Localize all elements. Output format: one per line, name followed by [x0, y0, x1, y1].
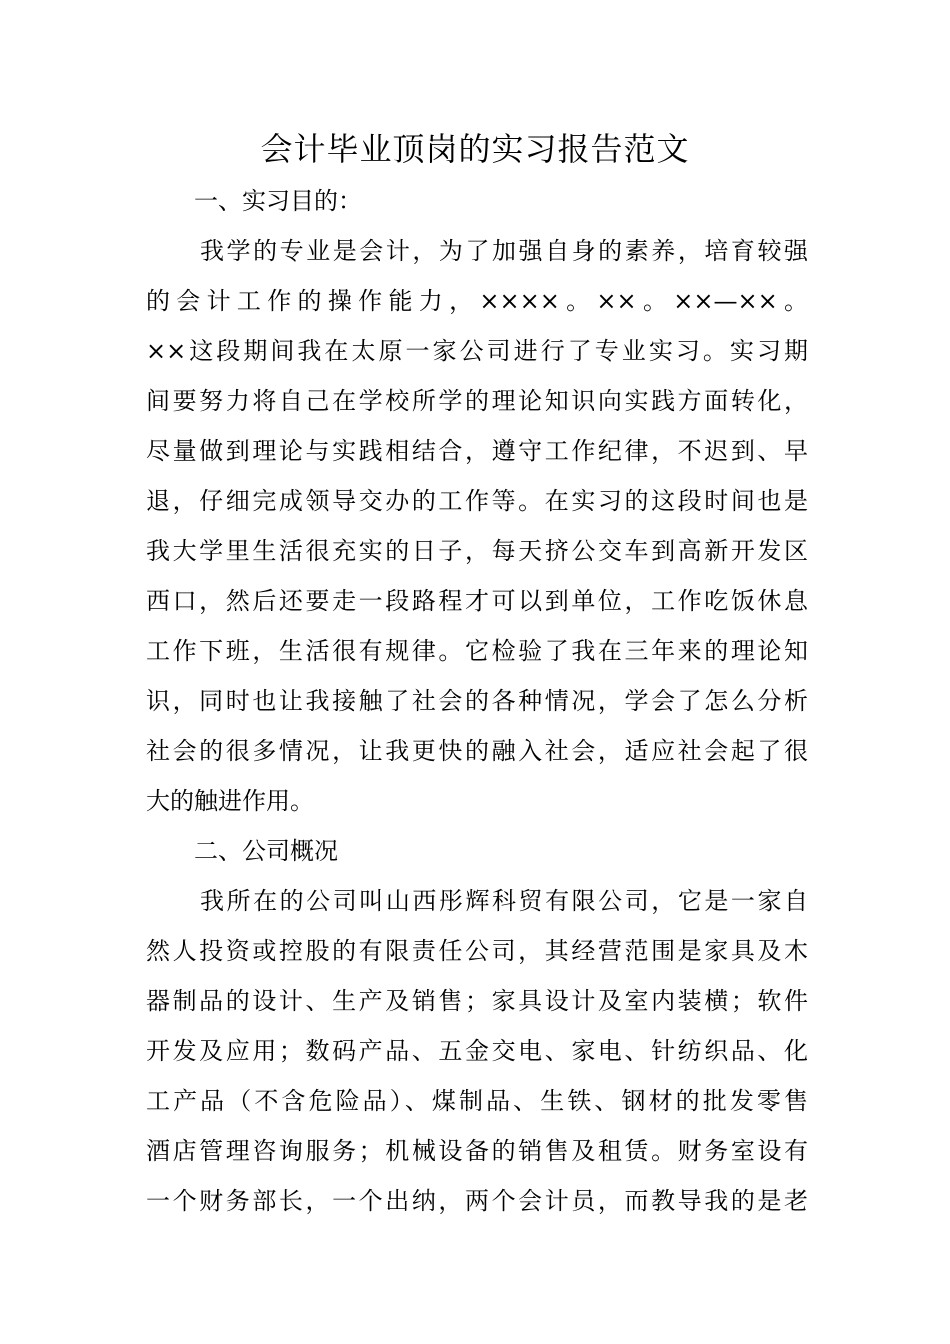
paragraph-line: 大的触进作用。 [146, 787, 314, 815]
paragraph-line: 我所在的公司叫山西彤辉科贸有限公司，它是一家自 [200, 887, 808, 915]
document-title: 会计毕业顶岗的实习报告范文 [260, 130, 690, 168]
paragraph-line: 我大学里生活很充实的日子，每天挤公交车到高新开发区 [146, 537, 808, 565]
paragraph-line: 尽量做到理论与实践相结合，遵守工作纪律，不迟到、早 [146, 437, 808, 465]
section-heading-purpose: 一、实习目的： [194, 187, 362, 215]
paragraph-line: 开发及应用；数码产品、五金交电、家电、针纺织品、化 [146, 1037, 808, 1065]
paragraph-line: 社会的很多情况，让我更快的融入社会，适应社会起了很 [146, 737, 808, 765]
paragraph-line: 一个财务部长，一个出纳，两个会计员，而教导我的是老 [146, 1187, 808, 1215]
paragraph-line: 退，仔细完成领导交办的工作等。在实习的这段时间也是 [146, 487, 808, 515]
section-heading-company-overview: 二、公司概况 [194, 837, 338, 865]
paragraph-line: 工作下班，生活很有规律。它检验了我在三年来的理论知 [146, 637, 808, 665]
paragraph-line: 我学的专业是会计，为了加强自身的素养，培育较强 [200, 237, 808, 265]
paragraph-purpose [146, 226, 808, 826]
paragraph-line: 工产品（不含危险品）、煤制品、生铁、钢材的批发零售 [146, 1087, 808, 1115]
paragraph-line: 的会计工作的操作能力，××××。××。××—××。 [146, 287, 808, 315]
paragraph-line: 识，同时也让我接触了社会的各种情况，学会了怎么分析 [146, 687, 808, 715]
paragraph-line: 器制品的设计、生产及销售；家具设计及室内装横；软件 [146, 987, 808, 1015]
paragraph-company-overview [146, 876, 808, 1226]
paragraph-line: 间要努力将自己在学校所学的理论知识向实践方面转化， [146, 387, 808, 415]
paragraph-line: 然人投资或控股的有限责任公司，其经营范围是家具及木 [146, 937, 808, 965]
paragraph-line: ××这段期间我在太原一家公司进行了专业实习。实习期 [146, 337, 808, 365]
paragraph-line: 酒店管理咨询服务；机械设备的销售及租赁。财务室设有 [146, 1137, 808, 1165]
document-body [146, 176, 808, 1226]
paragraph-line: 西口，然后还要走一段路程才可以到单位，工作吃饭休息 [146, 587, 808, 615]
